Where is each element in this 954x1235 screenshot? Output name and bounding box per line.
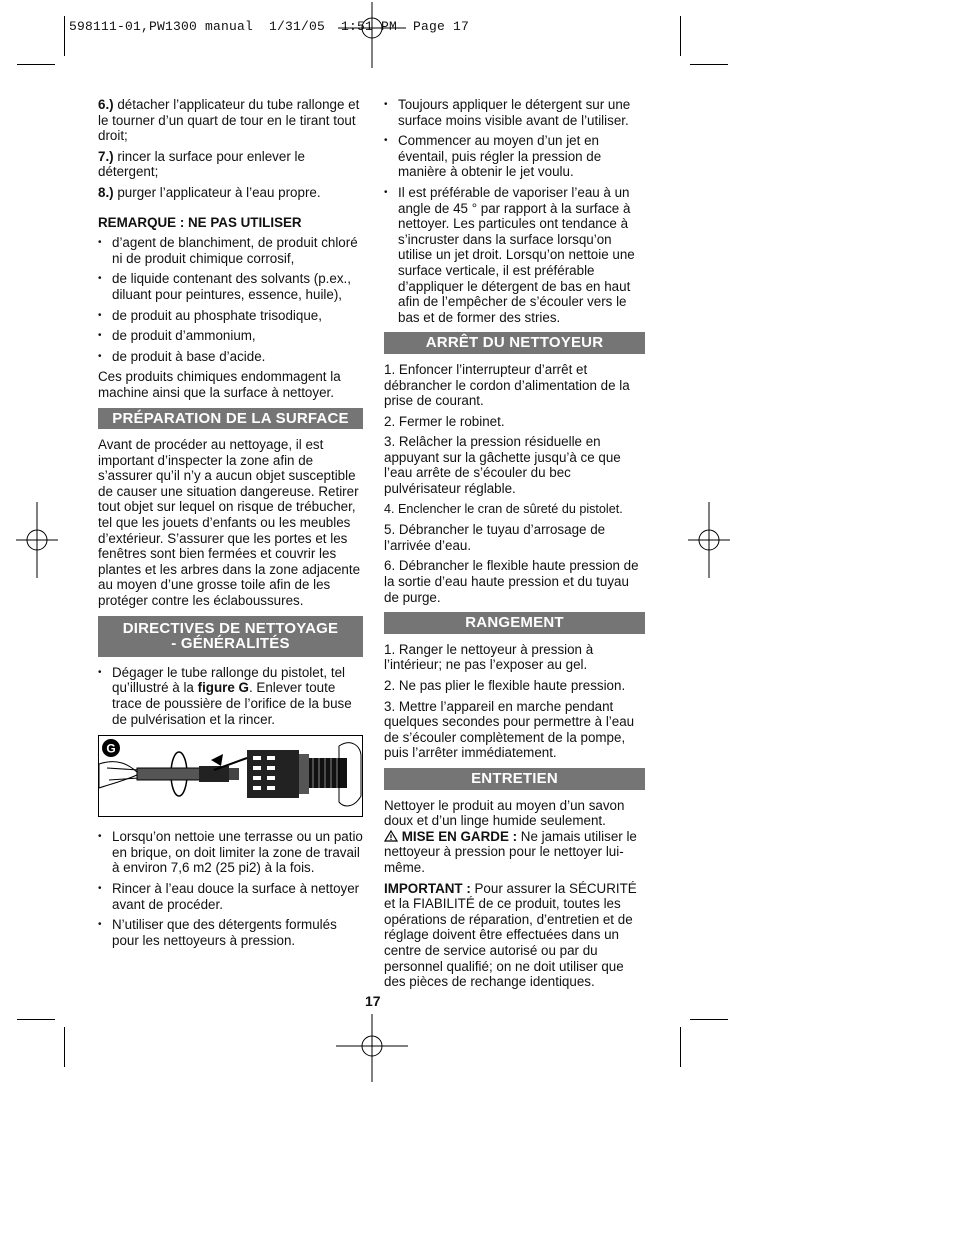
heading-cleaning-directives: DIRECTIVES DE NETTOYAGE - GÉNÉRALITÉS xyxy=(98,616,363,657)
directive-item: • Rincer à l’eau douce la surface à nettoyer avant de procéder. xyxy=(98,880,360,912)
directive-item: • Lorsqu’on nettoie une terrasse ou un patio en brique, on doit limiter la zone de travail à environ 7,6 m2 (25 pi2) à la fois. xyxy=(98,829,363,876)
registration-mark-right xyxy=(686,500,732,580)
remark-item: • de produit au phosphate trisodique, xyxy=(98,307,322,323)
storage-step: 3. Mettre l’appareil en marche pendant quelques secondes pour permettre à l’eau de s’écouler complètement de la pompe, puis l’arrêter immédiatement. xyxy=(384,698,635,761)
step-7: 7.) rincer la surface pour enlever le détergent; xyxy=(98,148,305,180)
print-slug: 598111-01,PW1300 manual 1/31/05 1:51 PM Page 17 xyxy=(69,19,470,34)
registration-mark-bottom xyxy=(334,1010,410,1086)
right-column xyxy=(384,97,645,995)
stop-step: 5. Débrancher le tuyau d’arrosage de l’arrivée d’eau. xyxy=(384,522,606,553)
heading-maintenance: ENTRETIEN xyxy=(384,768,645,790)
storage-step: 1. Ranger le nettoyeur à pression à l’intérieur; ne pas l’exposer au gel. xyxy=(384,641,594,673)
step-8: 8.) purger l’applicateur à l’eau propre. xyxy=(98,184,321,200)
heading-storage: RANGEMENT xyxy=(384,612,645,634)
figure-g xyxy=(98,735,363,817)
stop-step: 6. Débrancher le flexible haute pression de la sortie d’eau haute pression et du tuyau de purge. xyxy=(384,558,639,605)
registration-mark-left xyxy=(14,500,60,580)
remark-item: • de produit d’ammonium, xyxy=(98,328,256,344)
stop-step: 4. Enclencher le cran de sûreté du pistolet. xyxy=(384,501,623,516)
heading-stop-cleaner: ARRÊT DU NETTOYEUR xyxy=(384,332,645,354)
important-paragraph: IMPORTANT : Pour assurer la SÉCURITÉ et la FIABILITÉ de ce produit, toutes les opérations de réparation, d’entretien et de réglage doivent être effectuées dans un centre de service autorisé ou par du personnel qualifié; on ne doit utiliser que des pièces de rechange identiques. xyxy=(384,880,637,990)
registration-mark-top xyxy=(334,0,410,70)
tip-item: • Commencer au moyen d’un jet en éventail, puis régler la pression de manière à obtenir le jet voulu. xyxy=(384,133,602,180)
figure-label: G xyxy=(106,741,116,756)
nozzle-illustration xyxy=(99,736,362,816)
page-number: 17 xyxy=(365,993,381,1009)
warning-triangle-icon xyxy=(384,830,398,842)
stop-step: 2. Fermer le robinet. xyxy=(384,413,505,429)
remark-item: • de produit à base d’acide. xyxy=(98,348,266,364)
directive-item: • Dégager le tube rallonge du pistolet, tel qu’illustré à la figure G. Enlever toute trace de poussière de l’orifice de la buse de pulvérisation et la rincer. xyxy=(98,664,352,727)
directive-item: • N’utiliser que des détergents formulés pour les nettoyeurs à pression. xyxy=(98,917,337,948)
heading-surface-preparation: PRÉPARATION DE LA SURFACE xyxy=(98,408,363,430)
storage-step: 2. Ne pas plier le flexible haute pression. xyxy=(384,678,626,693)
preparation-text: Avant de procéder au nettoyage, il est important d’inspecter la zone afin de s’assurer qu’il n’y a aucun objet susceptible de causer une situation dangereuse. Retirer tout objet sur lequel on risque de trébucher, tel que les jouets d’enfants ou les meubles d’extérieur. S’assurer que les portes et les fenêtres sont bien fermées et couvrir les plantes et les arbres dans la zone adjacente au moyen d’une grosse toile afin de les protéger contre les éclaboussures. xyxy=(98,437,361,609)
warning-paragraph: MISE EN GARDE : Ne jamais utiliser le nettoyeur à pression pour le nettoyer lui-même. xyxy=(384,828,637,875)
stop-step: 3. Relâcher la pression résiduelle en appuyant sur la gâchette jusqu’à ce que l’eau arrête de s’écouler du bec pulvérisateur réglable. xyxy=(384,434,621,497)
remark-item: • de liquide contenant des solvants (p.ex., diluant pour peintures, essence, huile), xyxy=(98,271,351,302)
tip-item: • Toujours appliquer le détergent sur une surface moins visible avant de l’utiliser. xyxy=(384,97,631,128)
remark-title: REMARQUE : NE PAS UTILISER xyxy=(98,214,302,230)
tip-item: • Il est préférable de vaporiser l’eau à un angle de 45 ° par rapport à la surface à nettoyer. Les particules ont tendance à s’incruster dans la surface lorsqu’on utilise un jet droit. Lorsqu’on nettoie une surface verticale, il est préférable d’appliquer le détergent de bas en haut afin de l’empêcher de s’écouler vers le bas et de former des stries. xyxy=(384,184,635,325)
step-6: 6.) détacher l’applicateur du tube rallonge et le tourner d’un quart de tour en le tirant tout droit; xyxy=(98,97,360,144)
remark-note: Ces produits chimiques endommagent la machine ainsi que la surface à nettoyer. xyxy=(98,369,341,400)
left-column xyxy=(98,97,363,953)
remark-item: • d’agent de blanchiment, de produit chloré ni de produit chimique corrosif, xyxy=(98,235,358,266)
maintenance-text: Nettoyer le produit au moyen d’un savon doux et d’un linge humide seulement. xyxy=(384,797,625,829)
stop-step: 1. Enfoncer l’interrupteur d’arrêt et débrancher le cordon d’alimentation de la prise de courant. xyxy=(384,361,630,409)
